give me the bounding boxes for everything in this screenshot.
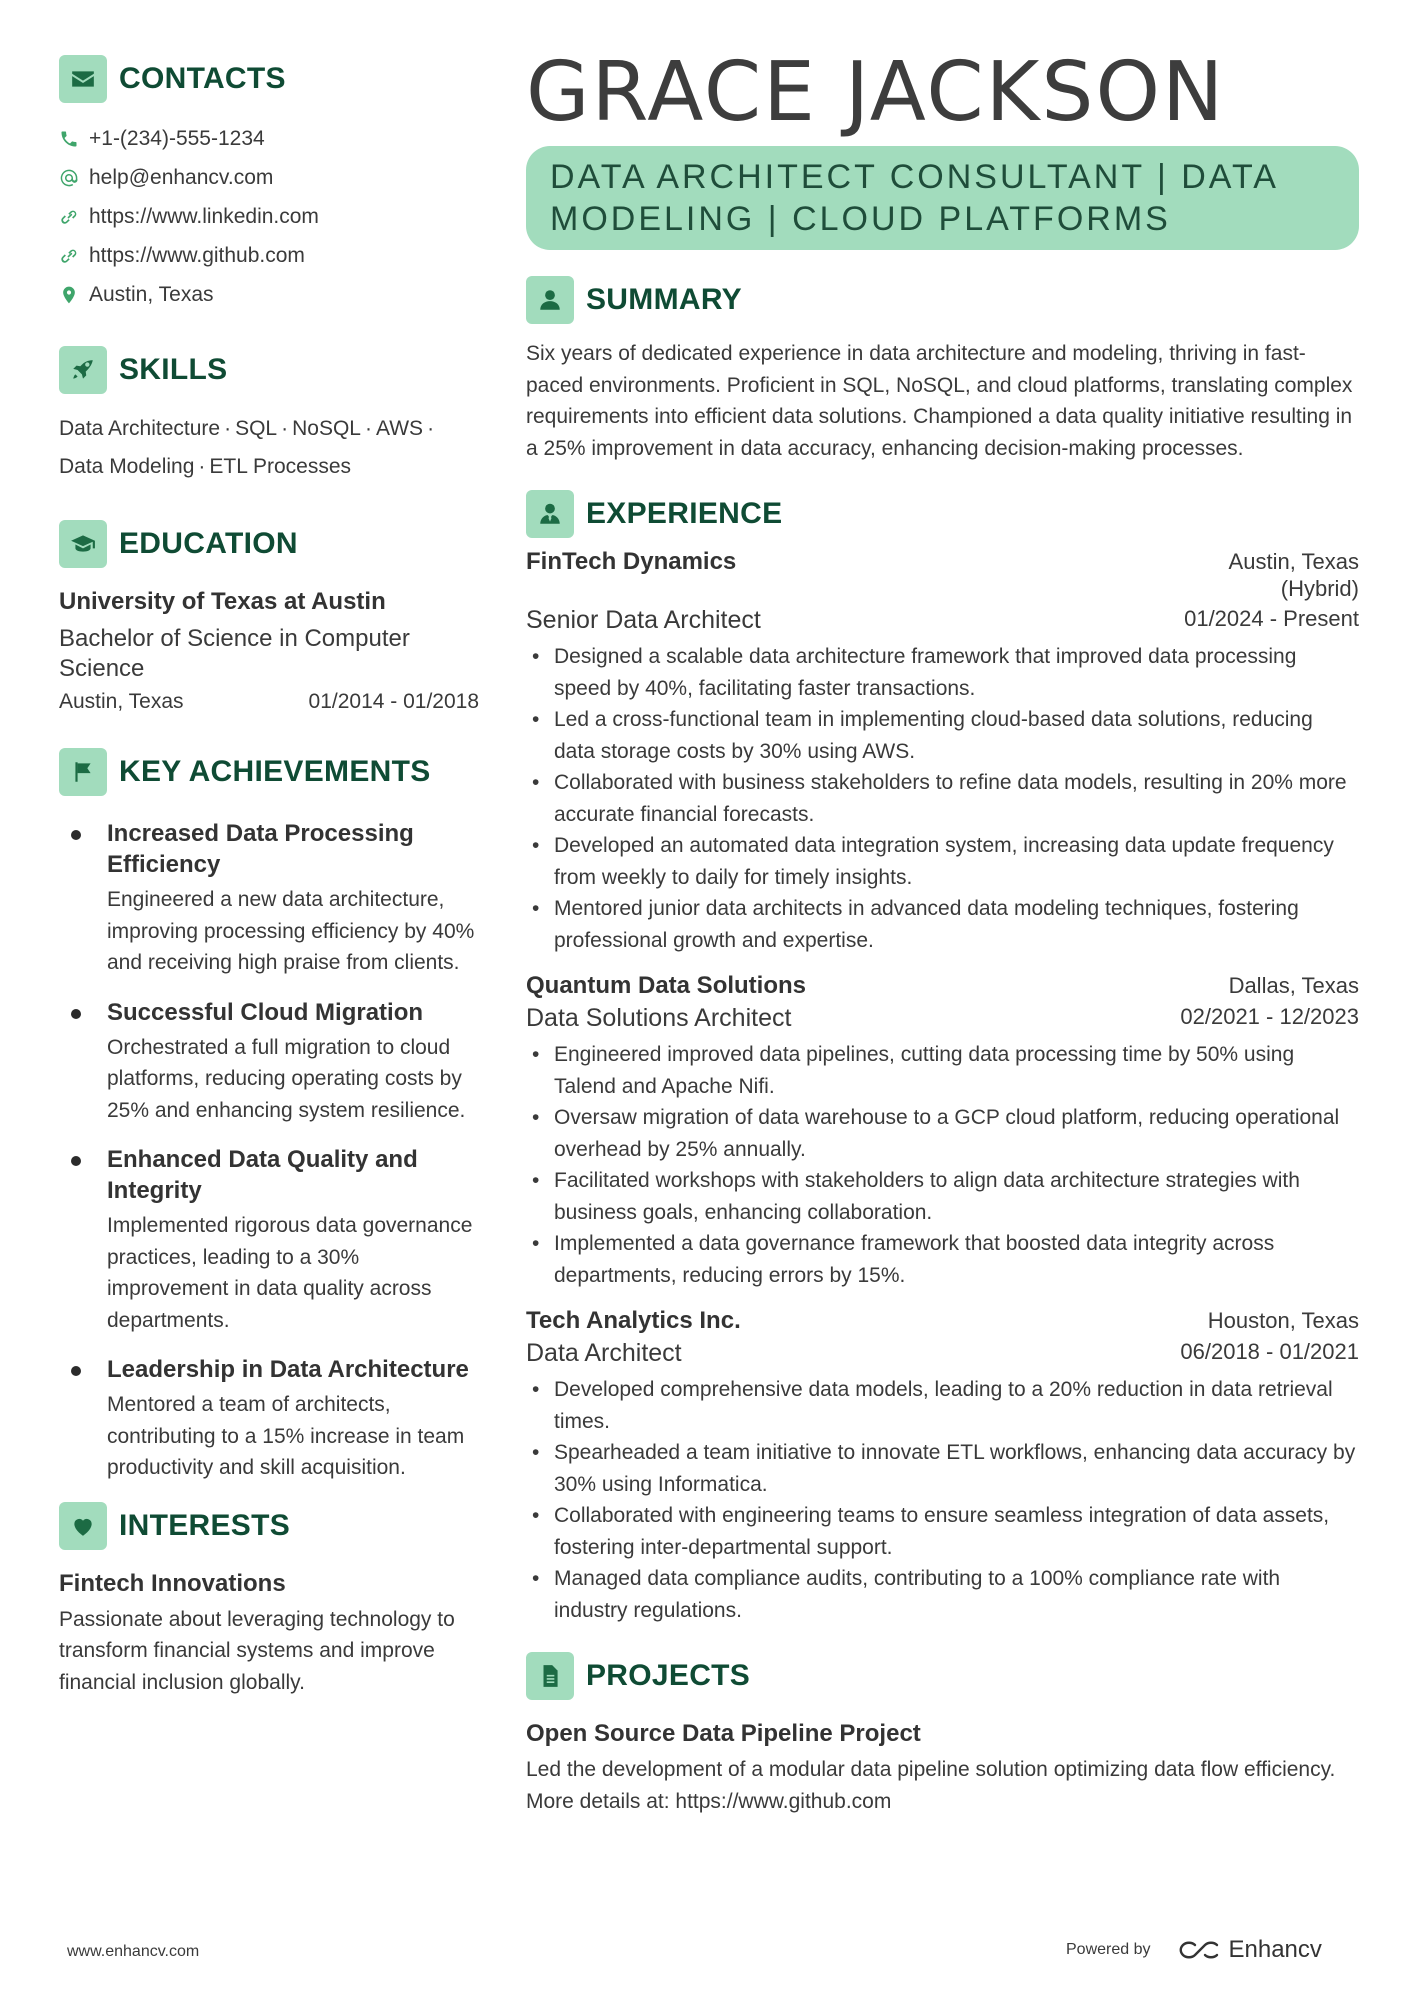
achievement-title: Successful Cloud Migration — [107, 998, 424, 1026]
job-location: Dallas, Texas — [1228, 973, 1359, 998]
contact-linkedin-text: https://www.linkedin.com — [89, 204, 319, 228]
job-title: Data Architect — [526, 1339, 682, 1367]
skill-separator: · — [427, 417, 435, 440]
projects-header — [526, 1652, 1359, 1700]
achievements-title: KEY ACHIEVEMENTS — [119, 755, 431, 788]
summary-title: SUMMARY — [586, 283, 742, 316]
job-bullet: • Developed comprehensive data models, leading to a 20% reduction in data retrieval times. — [526, 1374, 1359, 1437]
skill-item: SQL — [235, 417, 278, 440]
experience-header — [526, 490, 1359, 538]
contact-github[interactable] — [59, 236, 479, 275]
job-company: Quantum Data Solutions — [526, 972, 807, 999]
interests-title: INTERESTS — [119, 1508, 291, 1542]
achievement-item — [59, 1354, 479, 1484]
footer-website[interactable]: www.enhancv.com — [67, 1943, 200, 1960]
link-icon — [59, 207, 89, 227]
achievement-title: Enhanced Data Quality and Integrity — [107, 1146, 418, 1204]
skills-title: SKILLS — [119, 353, 228, 386]
envelope-icon — [59, 55, 107, 103]
education-dates: 01/2014 - 01/2018 — [308, 690, 479, 713]
education-meta — [59, 690, 479, 714]
education-title: EDUCATION — [119, 527, 298, 560]
skills-header — [59, 346, 479, 394]
job-title: Senior Data Architect — [526, 606, 761, 634]
achievement-desc: Engineered a new data architecture, improving processing efficiency by 40% and receiving high praise from clients. — [107, 888, 475, 974]
contact-location-text: Austin, Texas — [89, 282, 214, 306]
job-location: Austin, Texas (Hybrid) — [1228, 549, 1359, 601]
job-bullet: • Designed a scalable data architecture framework that improved data processing speed by 40%, facilitating faster transactions. — [526, 641, 1359, 704]
job-bullet: • Led a cross-functional team in implementing cloud-based data solutions, reducing data storage costs by 30% using AWS. — [526, 704, 1359, 767]
job-dates: 01/2024 - Present — [1184, 606, 1359, 631]
job-company: FinTech Dynamics — [526, 548, 737, 575]
contact-email-text: help@enhancv.com — [89, 165, 274, 189]
contacts-title: CONTACTS — [119, 62, 286, 95]
projects-title: PROJECTS — [586, 1659, 751, 1692]
bullet-dot — [71, 830, 81, 840]
project-desc: Led the development of a modular data pipeline solution optimizing data flow efficiency. More details at: https://www.github.com — [526, 1758, 1336, 1813]
achievement-desc: Orchestrated a full migration to cloud platforms, reducing operating costs by 25% and enhancing system resilience. — [107, 1035, 466, 1122]
enhancv-logo-icon — [1177, 1939, 1223, 1961]
skill-item: AWS — [376, 417, 424, 440]
job-location: Houston, Texas — [1207, 1308, 1359, 1333]
education-degree: Bachelor of Science in Computer Science — [59, 625, 410, 682]
job-dates: 06/2018 - 01/2021 — [1180, 1339, 1359, 1364]
summary-header — [526, 276, 1359, 324]
bullet-dot — [71, 1366, 81, 1376]
job-dates: 02/2021 - 12/2023 — [1180, 1004, 1359, 1029]
rocket-icon — [59, 346, 107, 394]
document-icon — [526, 1652, 574, 1700]
job-entry — [526, 548, 1359, 956]
contact-phone-text: +1-(234)-555-1234 — [89, 126, 265, 150]
interest-desc: Passionate about leveraging technology to transform financial systems and improve financial inclusion globally. — [59, 1607, 455, 1694]
right-column — [526, 45, 1359, 1817]
achievement-title: Leadership in Data Architecture — [107, 1356, 469, 1383]
job-bullet: • Oversaw migration of data warehouse to a GCP cloud platform, reducing operational overhead by 25% annually. — [526, 1102, 1359, 1165]
phone-icon — [59, 129, 89, 149]
interest-title: Fintech Innovations — [59, 1569, 286, 1597]
job-bullet: • Facilitated workshops with stakeholders to align data architecture strategies with business goals, enhancing collaboration. — [526, 1165, 1359, 1228]
bullet-dot — [71, 1009, 81, 1019]
education-location: Austin, Texas — [59, 690, 184, 713]
at-icon — [59, 168, 89, 188]
job-company: Tech Analytics Inc. — [526, 1307, 741, 1334]
contacts-header — [59, 55, 479, 103]
achievement-desc: Mentored a team of architects, contributing to a 15% increase in team productivity and skill acquisition. — [107, 1393, 465, 1479]
job-bullet: • Implemented a data governance framework that boosted data integrity across departments, reducing errors by 15%. — [526, 1228, 1359, 1291]
candidate-name: GRACE JACKSON — [526, 45, 1226, 140]
business-person-icon — [526, 490, 574, 538]
contact-email[interactable] — [59, 158, 479, 197]
job-bullet: • Collaborated with business stakeholders to refine data models, resulting in 20% more accurate financial forecasts. — [526, 767, 1359, 830]
graduation-cap-icon — [59, 520, 107, 568]
skill-item: ETL Processes — [209, 455, 352, 478]
powered-by-label: Powered by — [1066, 1941, 1151, 1958]
skill-separator: · — [281, 417, 289, 440]
job-bullet: • Mentored junior data architects in advanced data modeling techniques, fostering professional growth and expertise. — [526, 893, 1359, 956]
contact-list — [59, 119, 479, 314]
experience-title: EXPERIENCE — [586, 497, 783, 530]
achievement-desc: Implemented rigorous data governance practices, leading to a 30% improvement in data quality across departments. — [107, 1214, 473, 1332]
heart-icon — [59, 1502, 107, 1550]
skill-item: Data Architecture — [59, 417, 221, 440]
interests-header — [59, 1502, 479, 1550]
location-pin-icon — [59, 285, 89, 305]
job-bullets — [526, 1374, 1359, 1626]
contact-phone[interactable] — [59, 119, 479, 158]
achievement-item — [59, 997, 479, 1127]
job-entry — [526, 972, 1359, 1291]
headline-banner: DATA ARCHITECT CONSULTANT | DATA MODELING | CLOUD PLATFORMS — [526, 146, 1359, 250]
skill-separator: · — [224, 417, 232, 440]
contact-location — [59, 275, 479, 314]
achievement-item — [59, 1144, 479, 1336]
contact-linkedin[interactable] — [59, 197, 479, 236]
education-header — [59, 520, 479, 568]
job-bullets — [526, 1039, 1359, 1291]
job-title: Data Solutions Architect — [526, 1004, 792, 1032]
skill-separator: · — [365, 417, 372, 440]
bullet-dot — [71, 1156, 81, 1166]
education-school: University of Texas at Austin — [59, 588, 386, 615]
job-bullet: • Spearheaded a team initiative to innovate ETL workflows, enhancing data accuracy by 30% using Informatica. — [526, 1437, 1359, 1500]
job-bullets — [526, 641, 1359, 956]
contact-github-text: https://www.github.com — [89, 243, 305, 267]
job-bullet: • Developed an automated data integration system, increasing data update frequency from weekly to daily for timely insights. — [526, 830, 1359, 893]
job-entry — [526, 1307, 1359, 1626]
project-title: Open Source Data Pipeline Project — [526, 1720, 921, 1747]
link-icon — [59, 246, 89, 266]
flag-icon — [59, 748, 107, 796]
achievement-title: Increased Data Processing Efficiency — [107, 820, 414, 878]
user-icon — [526, 276, 574, 324]
left-column — [59, 55, 479, 1698]
achievements-list — [59, 818, 479, 1484]
footer-branding[interactable] — [1066, 1936, 1322, 1964]
skill-item: NoSQL — [292, 417, 361, 440]
skill-item: Data Modeling — [59, 455, 195, 478]
achievement-item — [59, 818, 479, 979]
skill-separator: · — [198, 455, 206, 478]
skills-list — [59, 410, 479, 486]
achievements-header — [59, 748, 479, 796]
brand-name: Enhancv — [1228, 1936, 1322, 1963]
job-bullet: • Managed data compliance audits, contributing to a 100% compliance rate with industry regulations. — [526, 1563, 1359, 1626]
job-bullet: • Collaborated with engineering teams to ensure seamless integration of data assets, fostering inter-departmental support. — [526, 1500, 1359, 1563]
summary-text: Six years of dedicated experience in data architecture and modeling, thriving in fast-paced environments. Proficient in SQL, NoSQL, and cloud platforms, translating complex requirements into efficient data solutions. Championed a data quality initiative resulting in a 25% improvement in data accuracy, enhancing decision-making processes. — [526, 342, 1353, 460]
job-bullet: • Engineered improved data pipelines, cutting data processing time by 50% using Talend and Apache Nifi. — [526, 1039, 1359, 1102]
